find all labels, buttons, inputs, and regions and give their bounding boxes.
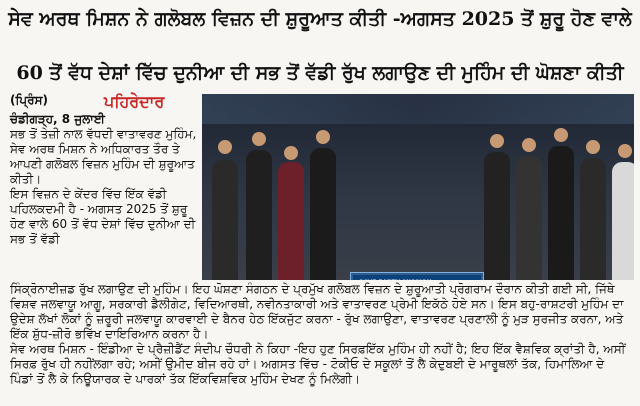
person-3 <box>278 162 304 280</box>
left-column <box>10 112 202 247</box>
person-4 <box>310 148 336 280</box>
source-byline: (ਪ੍ਰਿੰਸ) <box>10 93 49 107</box>
newspaper-brand: ਪਹਿਰੇਦਾਰ <box>104 92 165 111</box>
article-body <box>10 282 630 387</box>
person-2 <box>246 150 272 280</box>
person-5 <box>484 152 510 280</box>
person-8-head <box>586 140 600 154</box>
person-5-head <box>490 134 504 148</box>
left-column-paragraph-1: ਸਭ ਤੋਂ ਤੇਜ਼ੀ ਨਾਲ ਵੱਧਦੀ ਵਾਤਾਵਰਣ ਮੁਹਿੰਮ, ਸੇਵ ਅਰਥ ਮਿਸ਼ਨ ਨੇ ਅਧਿਕਾਰਤ ਤੌਰ ਤੇ ਆਪਣੀ ਗਲੋਬਲ ਵਿਜ਼ਨ ਮੁਹਿੰਮ ਦੀ ਸ਼ੁਰੂਆਤ ਕੀਤੀ। <box>10 127 197 186</box>
person-1-head <box>218 140 232 154</box>
dateline: ਚੰਡੀਗੜ੍ਹ, 8 ਜੁਲਾਈ <box>10 112 105 126</box>
person-2-head <box>252 132 266 146</box>
person-6-head <box>522 138 536 152</box>
person-8 <box>580 158 606 280</box>
plantation-banner <box>350 272 484 280</box>
person-7-head <box>554 128 568 142</box>
left-column-paragraph-2: ਇਸ ਵਿਜ਼ਨ ਦੇ ਕੇਂਦਰ ਵਿੱਚ ਇੱਕ ਵੱਡੀ ਪਹਿਲਕਦਮੀ ਹੈ - ਅਗਸਤ 2025 ਤੋਂ ਸ਼ੁਰੂ ਹੋਣ ਵਾਲੇ 60 ਤੋਂ ਵੱਧ ਦੇਸ਼ਾਂ ਵਿੱਚ ਦੁਨੀਆ ਦੀ ਸਭ ਤੋਂ ਵੱਡੀ <box>10 187 196 246</box>
banner-org <box>359 279 432 280</box>
person-4-head <box>316 130 330 144</box>
stage-lights <box>202 94 634 124</box>
person-1 <box>212 160 238 280</box>
event-photo <box>202 94 634 280</box>
person-7 <box>548 146 574 280</box>
headline-line-1: ਸੇਵ ਅਰਥ ਮਿਸ਼ਨ ਨੇ ਗਲੋਬਲ ਵਿਜ਼ਨ ਦੀ ਸ਼ੁਰੂਆਤ ਕੀਤੀ -ਅਗਸਤ 2025 ਤੋਂ ਸ਼ੁਰੂ ਹੋਣ ਵਾਲੇ <box>8 8 632 30</box>
person-3-head <box>284 146 298 160</box>
person-6 <box>516 156 542 280</box>
headline-line-2: 60 ਤੋਂ ਵੱਧ ਦੇਸ਼ਾਂ ਵਿੱਚ ਦੁਨੀਆ ਦੀ ਸਭ ਤੋਂ ਵੱਡੀ ਰੁੱਖ ਲਗਾਉਣ ਦੀ ਮੁਹਿੰਮ ਦੀ ਘੋਸ਼ਣਾ ਕੀਤੀ <box>16 62 624 84</box>
person-9 <box>612 162 634 280</box>
article-paragraph-1: ਸਿੰਕ੍ਰੋਨਾਈਜ਼ਡ ਰੁੱਖ ਲਗਾਉਣ ਦੀ ਮੁਹਿੰਮ। ਇਹ ਘੋਸ਼ਣਾ ਸੰਗਠਨ ਦੇ ਪ੍ਰਮੁੱਖ ਗਲੋਬਲ ਵਿਜ਼ਨ ਦੇ ਸ਼ੁਰੂਆਤੀ ਪ੍ਰੋਗਰਾਮ ਦੌਰਾਨ ਕੀਤੀ ਗਈ ਸੀ, ਜਿੱਥੇ ਵਿਸ਼ਵ ਜਲਵਾਯੂ ਆਗੂ, ਸਰਕਾਰੀ ਡੈਲੀਗੇਟ, ਵਿਦਿਆਰਥੀ, ਨਵੀਨਤਾਕਾਰੀ ਅਤੇ ਵਾਤਾਵਰਣ ਪ੍ਰੇਮੀ ਇਕੱਠੇ ਹੋਏ ਸਨ। ਇਸ ਬਹੁ-ਰਾਸ਼ਟਰੀ ਮੁਹਿੰਮ ਦਾ ਉਦੇਸ਼ ਲੱਖਾਂ ਲੋਕਾਂ ਨੂੰ ਜ਼ਰੂਰੀ ਜਲਵਾਯੂ ਕਾਰਵਾਈ ਦੇ ਬੈਨਰ ਹੇਠ ਇੱਕਜੁੱਟ ਕਰਨਾ - ਰੁੱਖ ਲਗਾਉਣਾ, ਵਾਤਾਵਰਣ ਪ੍ਰਣਾਲੀ ਨੂੰ ਮੁੜ ਸੁਰਜੀਤ ਕਰਨਾ, ਅਤੇ ਇੱਕ ਸ਼ੁੱਧ-ਜ਼ੀਰੋ ਭਵਿੱਖ ਦਾਇਰਿਆਨ ਕਰਨਾ ਹੈ। <box>10 282 624 341</box>
article-paragraph-2: ਸੇਵ ਅਰਥ ਮਿਸ਼ਨ - ਇੰਡੀਆ ਦੇ ਪ੍ਰੈਜ਼ੀਡੈਂਟ ਸੰਦੀਪ ਚੌਧਰੀ ਨੇ ਕਿਹਾ -ਇਹ ਹੁਣ ਸਿਰਫ਼ਇੱਕ ਮੁਹਿੰਮ ਹੀ ਨਹੀਂ ਹੈ; ਇਹ ਇੱਕ ਵੈਸ਼ਵਿਕ ਕ੍ਰਾਂਤੀ ਹੈ, ਅਸੀਂ ਸਿਰਫ਼ ਰੁੱਖ ਹੀ ਨਹੀਂਲਗਾ ਰਹੇ; ਅਸੀਂ ਉਮੀਦ ਬੀਜ ਰਹੇ ਹਾਂ। ਅਗਸਤ ਵਿੱਚ - ਟੋਕੀਓ ਦੇ ਸਕੂਲਾਂ ਤੋਂ ਲੈ ਕੇਦੁਬਈ ਦੇ ਮਾਰੂਥਲਾਂ ਤੱਕ, ਹਿਮਾਲਿਆ ਦੇ ਪਿੰਡਾਂ ਤੋਂ ਲੈ ਕੇ ਨਿਊਯਾਰਕ ਦੇ ਪਾਰਕਾਂ ਤੱਕ ਇੱਕਵਿਸ਼ਵਿਕ ਮੁਹਿੰਮ ਦੇਖਣ ਨੂੰ ਮਿਲੇਗੀ। <box>10 342 626 386</box>
person-9-head <box>618 144 632 158</box>
